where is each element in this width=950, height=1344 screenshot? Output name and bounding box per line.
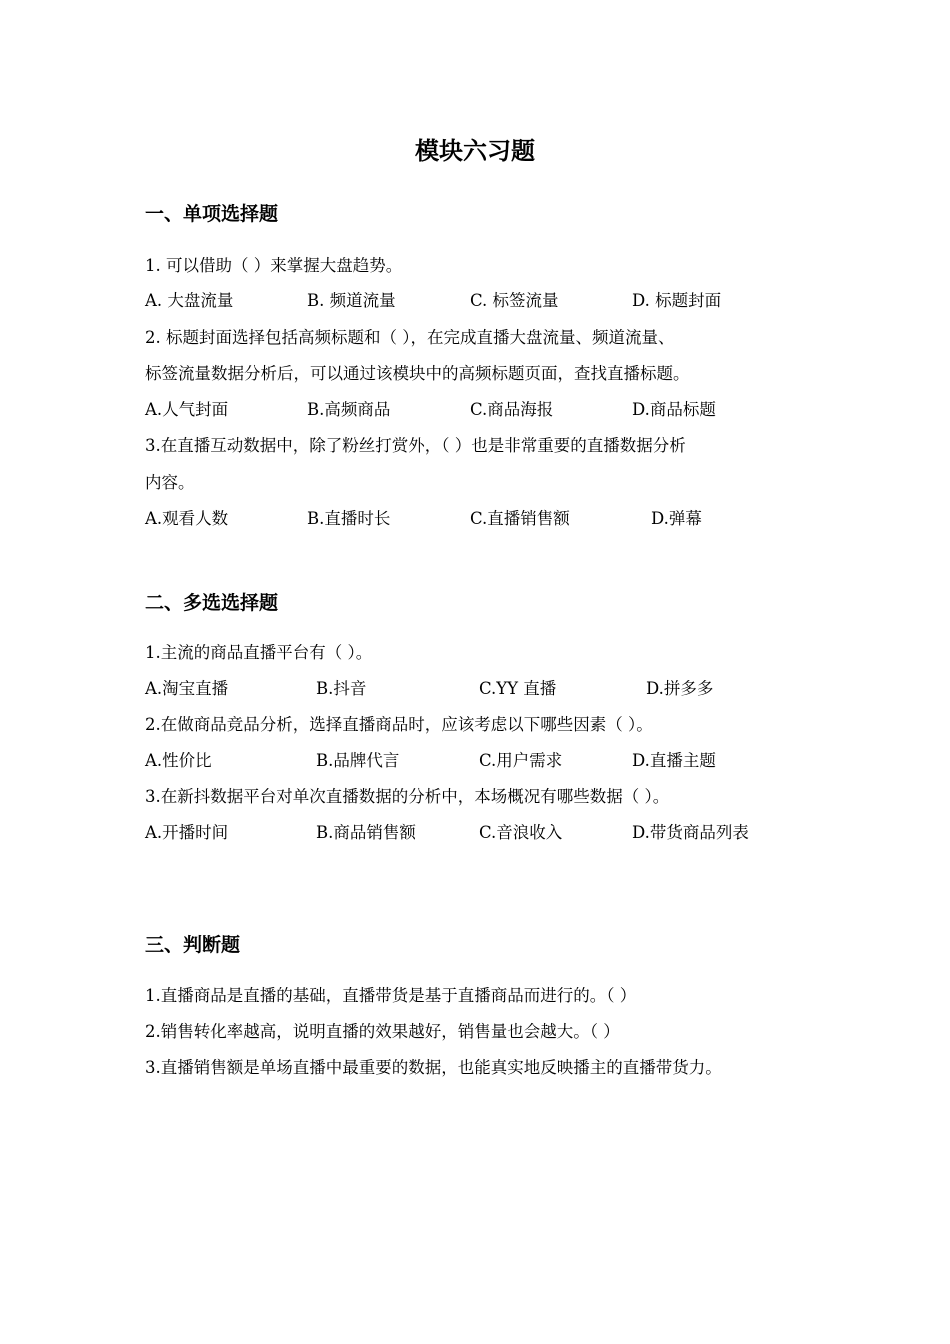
page-title: 模块六习题 [415, 137, 535, 165]
option-d: D.弹幕 [651, 509, 702, 528]
question-stem: 2. 标题封面选择包括高频标题和（ ），在完成直播大盘流量、频道流量、 [145, 328, 675, 347]
option-c: C. 标签流量 [470, 291, 559, 310]
question-stem: 2.销售转化率越高，说明直播的效果越好，销售量也会越大。（ ） [145, 1022, 620, 1041]
option-c: C.直播销售额 [470, 509, 570, 528]
section-heading-single-choice: 一、单项选择题 [145, 203, 279, 225]
option-a: A.开播时间 [145, 823, 229, 842]
option-d: D. 标题封面 [632, 291, 722, 310]
option-d: D.拼多多 [646, 679, 714, 698]
option-a: A.人气封面 [145, 400, 229, 419]
option-c: C.商品海报 [470, 400, 554, 419]
option-b: B. 频道流量 [307, 291, 396, 310]
question-stem-continued: 标签流量数据分析后，可以通过该模块中的高频标题页面，查找直播标题。 [145, 364, 690, 383]
option-b: B.高频商品 [307, 400, 391, 419]
section-heading-true-false: 三、判断题 [145, 934, 241, 956]
option-a: A.淘宝直播 [145, 679, 229, 698]
option-c: C.用户需求 [479, 751, 563, 770]
question-stem: 3.在新抖数据平台对单次直播数据的分析中，本场概况有哪些数据（ ）。 [145, 787, 670, 806]
question-stem: 1. 可以借助（ ）来掌握大盘趋势。 [145, 256, 403, 275]
option-d: D.直播主题 [632, 751, 716, 770]
option-c: C.音浪收入 [479, 823, 563, 842]
option-d: D.带货商品列表 [632, 823, 749, 842]
option-d: D.商品标题 [632, 400, 716, 419]
option-b: B.抖音 [316, 679, 367, 698]
option-a: A. 大盘流量 [145, 291, 234, 310]
question-stem: 1.直播商品是直播的基础，直播带货是基于直播商品而进行的。（ ） [145, 986, 637, 1005]
question-stem: 1.主流的商品直播平台有（ ）。 [145, 643, 373, 662]
option-b: B.商品销售额 [316, 823, 416, 842]
question-stem: 2.在做商品竞品分析，选择直播商品时，应该考虑以下哪些因素（ ）。 [145, 715, 653, 734]
section-heading-multiple-choice: 二、多选选择题 [145, 592, 279, 614]
question-stem-continued: 内容。 [145, 473, 195, 492]
option-a: A.性价比 [145, 751, 212, 770]
question-stem: 3.直播销售额是单场直播中最重要的数据，也能真实地反映播主的直播带货力。 [145, 1058, 722, 1077]
question-stem: 3.在直播互动数据中，除了粉丝打赏外，（ ）也是非常重要的直播数据分析 [145, 436, 686, 455]
option-b: B.直播时长 [307, 509, 391, 528]
option-b: B.品牌代言 [316, 751, 400, 770]
option-a: A.观看人数 [145, 509, 229, 528]
option-c: C.YY 直播 [479, 679, 557, 698]
